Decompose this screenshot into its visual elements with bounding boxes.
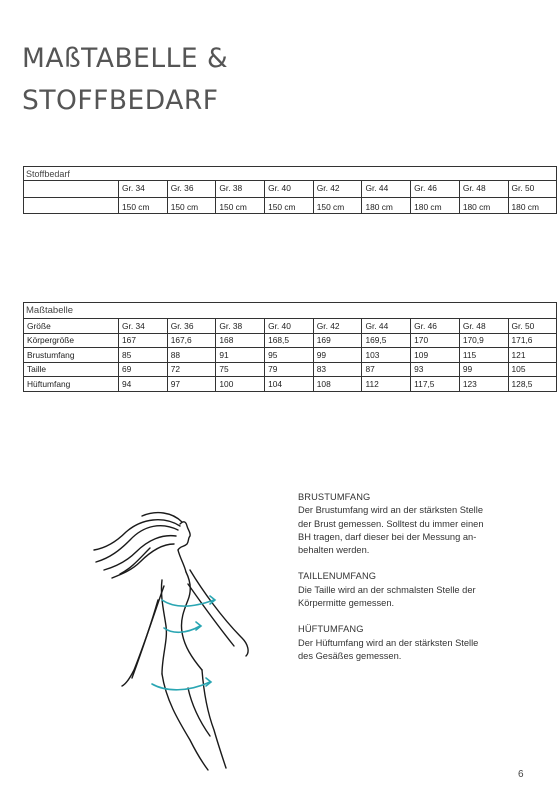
size-chart-cell: 169,5	[362, 333, 411, 348]
size-chart-cell: 93	[411, 362, 460, 377]
hip-text-line: Der Hüftumfang wird an der stärksten Stelle	[298, 637, 479, 648]
fabric-requirement-table	[23, 166, 557, 214]
size-chart-cell: 85	[119, 348, 168, 363]
size-chart-cell: 167,6	[167, 333, 216, 348]
page-title	[22, 38, 422, 122]
woman-silhouette-measurement-icon	[92, 500, 272, 775]
size-chart-cell: 99	[313, 348, 362, 363]
size-chart-cell: 83	[313, 362, 362, 377]
size-chart-cell: Gr. 40	[265, 319, 314, 334]
size-chart-cell: 75	[216, 362, 265, 377]
size-chart-cell: 100	[216, 377, 265, 392]
size-chart-cell: 123	[459, 377, 508, 392]
size-chart-cell: 115	[459, 348, 508, 363]
size-chart-cell: 128,5	[508, 377, 557, 392]
size-chart-caption: Maßtabelle	[26, 305, 73, 316]
size-chart-cell: 109	[411, 348, 460, 363]
size-chart-cell: Gr. 48	[459, 319, 508, 334]
size-chart-row-label: Brustumfang	[27, 349, 75, 360]
size-chart-cell: Gr. 44	[362, 319, 411, 334]
fabric-size-cell: Gr. 36	[167, 181, 216, 198]
size-chart-row-hip	[24, 377, 557, 392]
bust-text-line: BH tragen, darf dieser bei der Messung an-	[298, 531, 477, 542]
size-chart-cell: 88	[167, 348, 216, 363]
page-title-line-1: MAßTABELLE &	[22, 43, 229, 74]
size-chart-row-height	[24, 333, 557, 348]
fabric-size-cell: Gr. 48	[459, 181, 508, 198]
fabric-table-size-row	[24, 181, 557, 198]
size-chart-cell: 103	[362, 348, 411, 363]
size-chart-cell: 69	[119, 362, 168, 377]
size-chart-row-label: Körpergröße	[27, 335, 75, 346]
size-chart-row-bust	[24, 348, 557, 363]
fabric-table-amount-row	[24, 198, 557, 214]
size-chart-cell: 95	[265, 348, 314, 363]
size-chart-cell: Gr. 36	[167, 319, 216, 334]
page-title-line-2: STOFFBEDARF	[22, 85, 219, 116]
fabric-size-cell: Gr. 34	[119, 181, 168, 198]
size-chart-cell: 171,6	[508, 333, 557, 348]
size-chart-cell: 170,9	[459, 333, 508, 348]
size-chart-row-size	[24, 319, 557, 334]
size-chart-cell: Gr. 46	[411, 319, 460, 334]
bust-text-line: der Brust gemessen. Solltest du immer einen	[298, 518, 484, 529]
fabric-amount-cell: 180 cm	[508, 198, 557, 214]
bust-text-line: behalten werden.	[298, 545, 370, 556]
size-chart-row-waist	[24, 362, 557, 377]
size-chart-cell: 169	[313, 333, 362, 348]
size-chart-cell: 79	[265, 362, 314, 377]
fabric-size-cell: Gr. 38	[216, 181, 265, 198]
size-chart-cell: 99	[459, 362, 508, 377]
size-chart-cell: 91	[216, 348, 265, 363]
size-chart-table	[23, 302, 557, 392]
size-chart-cell: Gr. 42	[313, 319, 362, 334]
fabric-table-caption-row	[24, 167, 557, 181]
fabric-amount-cell: 150 cm	[216, 198, 265, 214]
size-chart-caption-row	[24, 303, 557, 319]
size-chart-row-label: Hüftumfang	[27, 378, 71, 389]
bust-text-line: Der Brustumfang wird an der stärksten Stelle	[298, 505, 483, 516]
size-chart-cell: Gr. 50	[508, 319, 557, 334]
measurement-instructions	[298, 491, 523, 676]
fabric-size-cell: Gr. 40	[265, 181, 314, 198]
fabric-amount-cell: 180 cm	[411, 198, 460, 214]
bust-instructions	[298, 491, 523, 557]
fabric-amount-cell: 150 cm	[265, 198, 314, 214]
size-chart-cell: 87	[362, 362, 411, 377]
size-chart-cell: 168,5	[265, 333, 314, 348]
size-chart-row-label: Größe	[27, 320, 51, 331]
size-chart-cell: 167	[119, 333, 168, 348]
size-chart-cell: 112	[362, 377, 411, 392]
fabric-amount-cell: 180 cm	[362, 198, 411, 214]
fabric-table-caption: Stoffbedarf	[26, 168, 70, 179]
size-chart-cell: Gr. 34	[119, 319, 168, 334]
waist-text-line: Die Taille wird an der schmalsten Stelle der	[298, 584, 476, 595]
fabric-amount-cell: 150 cm	[313, 198, 362, 214]
size-chart-cell: 121	[508, 348, 557, 363]
page-number: 6	[518, 769, 524, 780]
waist-instructions	[298, 570, 523, 610]
waist-text-line: Körpermitte gemessen.	[298, 598, 395, 609]
size-chart-cell: 97	[167, 377, 216, 392]
hip-heading: HÜFTUMFANG	[298, 624, 364, 635]
fabric-size-cell: Gr. 44	[362, 181, 411, 198]
size-chart-cell: 168	[216, 333, 265, 348]
size-chart-row-label: Taille	[27, 364, 47, 375]
size-chart-cell: 72	[167, 362, 216, 377]
fabric-table-empty-cell	[24, 198, 119, 214]
fabric-table-empty-cell	[24, 181, 119, 198]
size-chart-cell: 94	[119, 377, 168, 392]
size-chart-cell: Gr. 38	[216, 319, 265, 334]
fabric-amount-cell: 150 cm	[119, 198, 168, 214]
fabric-size-cell: Gr. 46	[411, 181, 460, 198]
fabric-amount-cell: 180 cm	[459, 198, 508, 214]
size-chart-cell: 108	[313, 377, 362, 392]
fabric-amount-cell: 150 cm	[167, 198, 216, 214]
size-chart-cell: 117,5	[411, 377, 460, 392]
hip-instructions	[298, 623, 523, 663]
size-chart-cell: 170	[411, 333, 460, 348]
fabric-size-cell: Gr. 42	[313, 181, 362, 198]
waist-heading: TAILLENUMFANG	[298, 571, 377, 582]
size-chart-cell: 104	[265, 377, 314, 392]
size-chart-cell: 105	[508, 362, 557, 377]
hip-text-line: des Gesäßes gemessen.	[298, 650, 402, 661]
fabric-size-cell: Gr. 50	[508, 181, 557, 198]
bust-heading: BRUSTUMFANG	[298, 492, 371, 502]
